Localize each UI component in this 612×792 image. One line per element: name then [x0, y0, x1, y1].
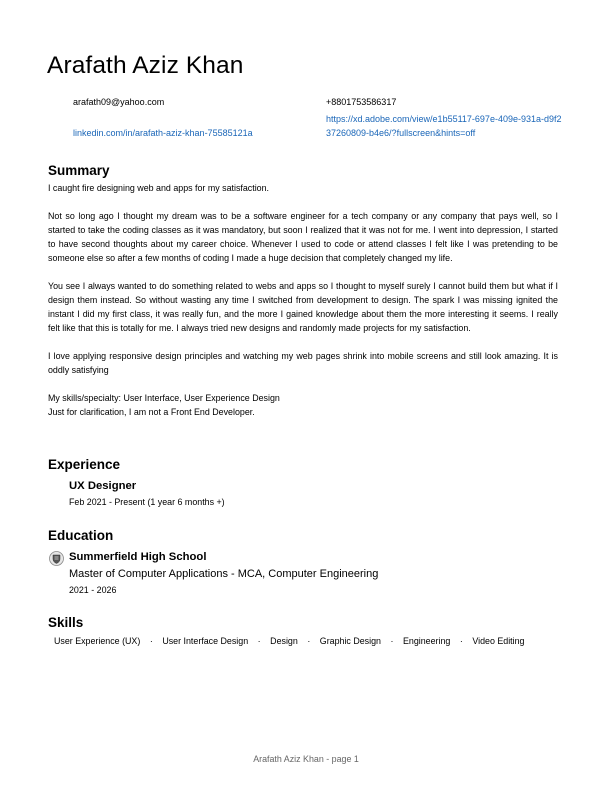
- page-footer: Arafath Aziz Khan - page 1: [253, 754, 359, 764]
- school-crest-icon: [49, 551, 64, 566]
- summary-skills-line: My skills/specialty: User Interface, User Experience Design: [48, 393, 280, 403]
- summary-paragraph: You see I always wanted to do something related to webs and apps so I thought to myself surely I cannot build them but what if I design them instead. So without wasting any time I switched from development to design. The spark I was missing ignited the instant I did my first class, it was really fun, and the more I gained knowledge about them the more interesting it seems. I really felt like that this is totally for me. I always tried new designs and randomly made projects for my satisfaction.: [48, 281, 558, 333]
- skill-separator: ·: [459, 636, 463, 646]
- school-name: Summerfield High School: [69, 551, 207, 563]
- contact-phone: +8801753586317: [326, 97, 397, 107]
- summary-paragraph: I love applying responsive design principles and watching my web pages shrink into mobile screens and still look amazing. It is oddly satisfying: [48, 351, 558, 375]
- skill-item: User Interface Design: [162, 636, 249, 646]
- experience-heading: Experience: [48, 457, 121, 472]
- contact-email: arafath09@yahoo.com: [73, 97, 165, 107]
- summary-clarification-line: Just for clarification, I am not a Front End Developer.: [48, 407, 255, 417]
- linkedin-link[interactable]: linkedin.com/in/arafath-aziz-khan-75585121a: [73, 128, 253, 138]
- skills-heading: Skills: [48, 615, 84, 630]
- candidate-name: Arafath Aziz Khan: [47, 52, 244, 79]
- skill-item: Graphic Design: [319, 636, 381, 646]
- summary-body: [48, 181, 558, 419]
- degree: Master of Computer Applications - MCA, Computer Engineering: [69, 568, 379, 580]
- skill-item: Engineering: [402, 636, 451, 646]
- skill-separator: ·: [307, 636, 311, 646]
- skill-separator: ·: [390, 636, 394, 646]
- education-heading: Education: [48, 528, 114, 543]
- summary-paragraph: I caught fire designing web and apps for my satisfaction.: [48, 183, 270, 193]
- skill-item: User Experience (UX): [54, 636, 141, 646]
- skill-separator: ·: [149, 636, 153, 646]
- skill-separator: ·: [257, 636, 261, 646]
- summary-heading: Summary: [48, 163, 110, 178]
- job-title: UX Designer: [69, 480, 137, 492]
- education-dates: 2021 - 2026: [69, 585, 117, 595]
- skill-item: Design: [270, 636, 298, 646]
- portfolio-link[interactable]: https://xd.adobe.com/view/e1b55117-697e-409e-931a-d9f237260809-b4e6/?fullscreen&hints=off: [326, 114, 562, 138]
- summary-paragraph: Not so long ago I thought my dream was to be a software engineer for a tech company or any company that pays well, so I started to take the coding classes as it was mandatory, but soon I realized that it was not for me. I went into depression, I started to have second thoughts about my career choice. Whenever I used to code or attend classes I felt like I was pretending to be someone else so after a few months of coding I made a huge decision that completely changed my life.: [48, 211, 558, 263]
- skills-list: [54, 634, 554, 648]
- skill-item: Video Editing: [472, 636, 525, 646]
- job-dates: Feb 2021 - Present (1 year 6 months +): [69, 497, 225, 507]
